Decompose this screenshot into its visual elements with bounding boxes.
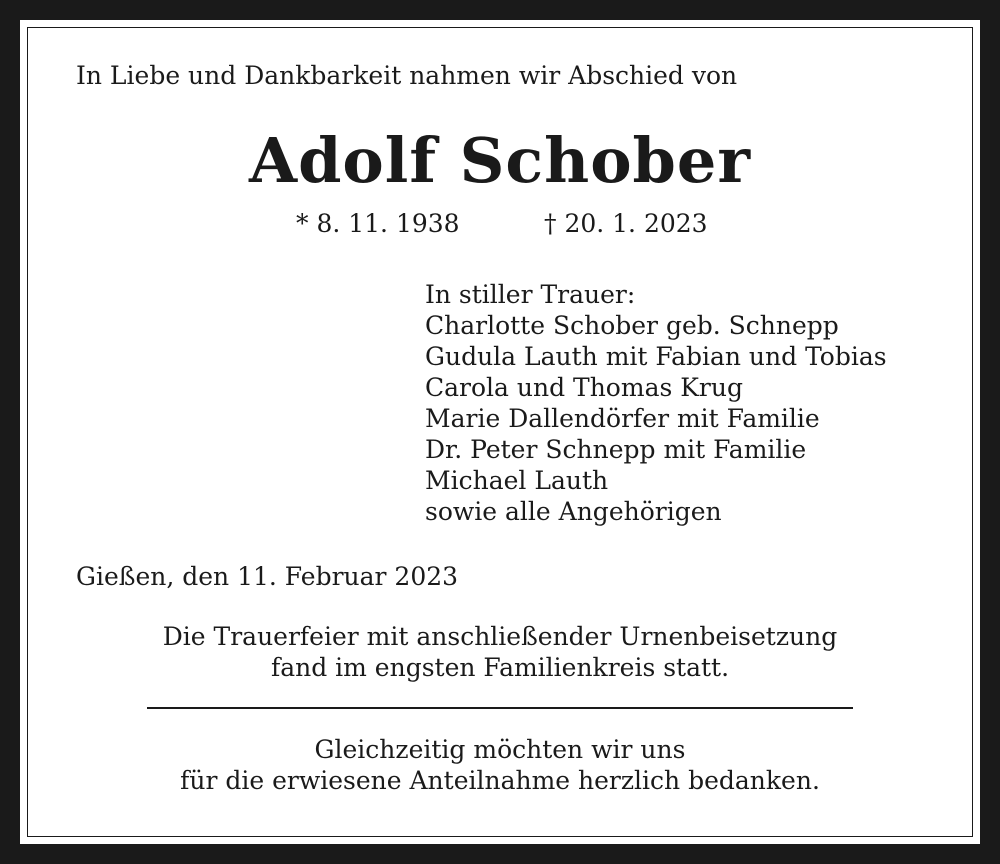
horizontal-divider <box>147 707 853 709</box>
thanks-line: für die erwiesene Anteilnahme herzlich bedanken. <box>180 766 820 795</box>
mourner-entry: Charlotte Schober geb. Schnepp <box>425 311 839 340</box>
birth-date: * 8. 11. 1938 <box>296 209 460 238</box>
ceremony-note <box>0 621 1000 683</box>
thanks-line: Gleichzeitig möchten wir uns <box>314 735 686 764</box>
mourner-entry: Michael Lauth <box>425 466 609 495</box>
ceremony-line: Die Trauerfeier mit anschließender Urnenbeisetzung <box>162 622 838 651</box>
mourner-entry: Dr. Peter Schnepp mit Familie <box>425 435 807 464</box>
intro-text: In Liebe und Dankbarkeit nahmen wir Abschied von <box>76 61 738 90</box>
place-and-date: Gießen, den 11. Februar 2023 <box>76 562 459 591</box>
death-date: † 20. 1. 2023 <box>544 209 708 238</box>
ceremony-line: fand im engsten Familienkreis statt. <box>270 653 730 682</box>
mourner-entry: Marie Dallendörfer mit Familie <box>425 404 820 433</box>
mourners-heading: In stiller Trauer: <box>425 280 636 309</box>
mourner-entry: Carola und Thomas Krug <box>425 373 743 402</box>
mourner-entry: Gudula Lauth mit Fabian und Tobias <box>425 342 887 371</box>
thanks-note <box>0 734 1000 796</box>
mourner-entry: sowie alle Angehörigen <box>425 497 722 526</box>
mourners-list <box>425 279 887 527</box>
deceased-name: Adolf Schober <box>248 124 752 197</box>
